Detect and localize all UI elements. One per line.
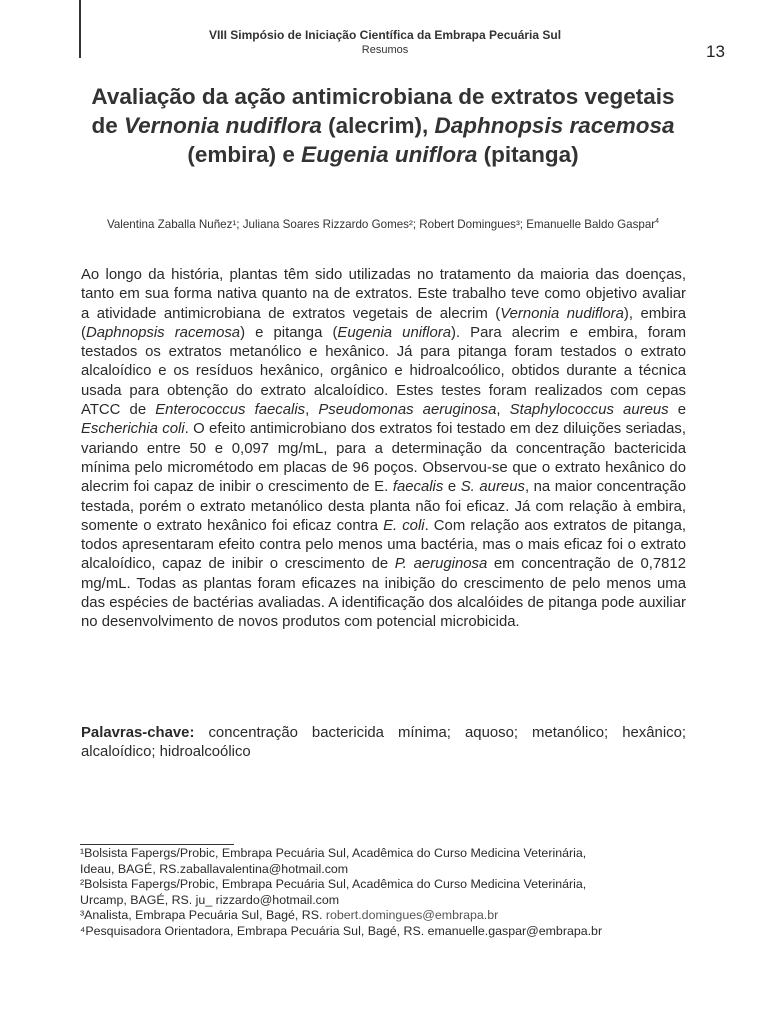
species-name: Daphnopsis racemosa (85, 324, 241, 341)
page-number: 13 (706, 42, 725, 61)
symposium-title: VIII Simpósio de Iniciação Científica da Embrapa Pecuária Sul (208, 28, 562, 42)
footnote-2-line-2: Urcamp, BAGÉ, RS. ju_ rizzardo@hotmail.com (80, 892, 340, 907)
section-label: Resumos (361, 44, 409, 56)
species-name: E. coli (383, 517, 425, 534)
species-name: Eugenia uniflora (337, 324, 451, 341)
footnote-4: ⁴Pesquisadora Orientadora, Embrapa Pecuária Sul, Bagé, RS. emanuelle.gaspar@embrapa.br (80, 923, 603, 938)
margin-rule (79, 0, 81, 58)
species-name: Pseudomonas aeruginosa (318, 402, 497, 419)
footnote-3-email: robert.domingues@embrapa.br (325, 908, 499, 923)
species-name: Escherichia coli (81, 421, 185, 438)
keywords-text: concentração bactericida mínima; aquoso; metanólico; hexânico; alcaloídico; hidroalcoólico (81, 725, 686, 761)
footnote-1-line-1: ¹Bolsista Fapergs/Probic, Embrapa Pecuária Sul, Acadêmica do Curso Medicina Veterinária, (80, 846, 587, 860)
species-name: S. aureus (460, 479, 525, 496)
species-name: Eugenia uniflora (301, 142, 478, 167)
footnote-2-line-1: ²Bolsista Fapergs/Probic, Embrapa Pecuária Sul, Acadêmica do Curso Medicina Veterinária, (80, 877, 587, 892)
species-name: Daphnopsis racemosa (434, 113, 675, 138)
paper-title: Avaliação da ação antimicrobiana de extratos vegetais de Vernonia nudiflora (alecrim), Daphnopsis racemosa (embira) e Eugenia uniflora (pitanga) (91, 84, 675, 167)
footnote-3: ³Analista, Embrapa Pecuária Sul, Bagé, RS. robert.domingues@embrapa.br (80, 908, 499, 923)
species-name: Vernonia nudiflora (500, 305, 624, 322)
keywords (81, 724, 686, 763)
abstract-body: Ao longo da história, plantas têm sido utilizadas no tratamento da maioria das doenças, tanto em sua forma nativa quanto na de extratos. Este trabalho teve como objetivo avaliar a atividade antimicrobiana de extratos vegetais de alecrim (Vernonia nudiflora), embira (Daphnopsis racemosa) e pitanga (Eugenia uniflora). Para alecrim e embira, foram testados os extratos metanólico e hexânico. Já para pitanga foram testados o extrato alcaloídico e os resíduos hexânico, orgânico e hidroalcoólico, obtidos durante a técnica usada para obtenção do extrato alcaloídico. Estes testes foram realizados com cepas ATCC de Enterococcus faecalis, Pseudomonas aeruginosa, Staphylococcus aureus e Escherichia coli. O efeito antimicrobiano dos extratos foi testado em dez diluições seriadas, variando entre 50 e 0,097 mg/mL, para a determinação da concentração bactericida mínima pelo micrométodo em placas de 96 poços. Observou-se que o extrato hexânico do alecrim foi capaz de inibir o crescimento de E. faecalis e S. aureus, na maior concentração testada, porém o extrato metanólico desta planta não foi eficaz. Já com relação à embira, somente o extrato hexânico foi eficaz contra E. coli. Com relação aos extratos de pitanga, todos apresentaram efeito contra pelo menos uma bactéria, mas o mais eficaz foi o extrato alcaloídico, capaz de inibir o crescimento de P. aeruginosa em concentração de 0,7812 mg/mL. Todas as plantas foram eficazes na inibição do crescimento de pelo menos uma das espécies de bactérias avaliadas. A identificação dos alcalóides de pitanga pode auxiliar no desenvolvimento de novos produtos com potencial microbicida. (81, 267, 687, 631)
author-list: Valentina Zaballa Nuñez¹; Juliana Soares Rizzardo Gomes²; Robert Domingues³; Emanuelle Baldo Gaspar$^4$ (106, 217, 660, 231)
species-name: faecalis (392, 479, 444, 496)
footnote-1-line-2: Ideau, BAGÉ, RS.zaballavalentina@hotmail.com (80, 861, 349, 876)
keywords-label: Palavras-chave: (81, 725, 195, 741)
species-name: P. aeruginosa (394, 556, 488, 573)
footnote-rule (80, 844, 234, 845)
species-name: Enterococcus faecalis (155, 402, 306, 419)
species-name: Staphylococcus aureus (509, 402, 669, 419)
species-name: Vernonia nudiflora (123, 113, 322, 138)
running-header (100, 28, 670, 57)
footnotes (80, 846, 686, 940)
